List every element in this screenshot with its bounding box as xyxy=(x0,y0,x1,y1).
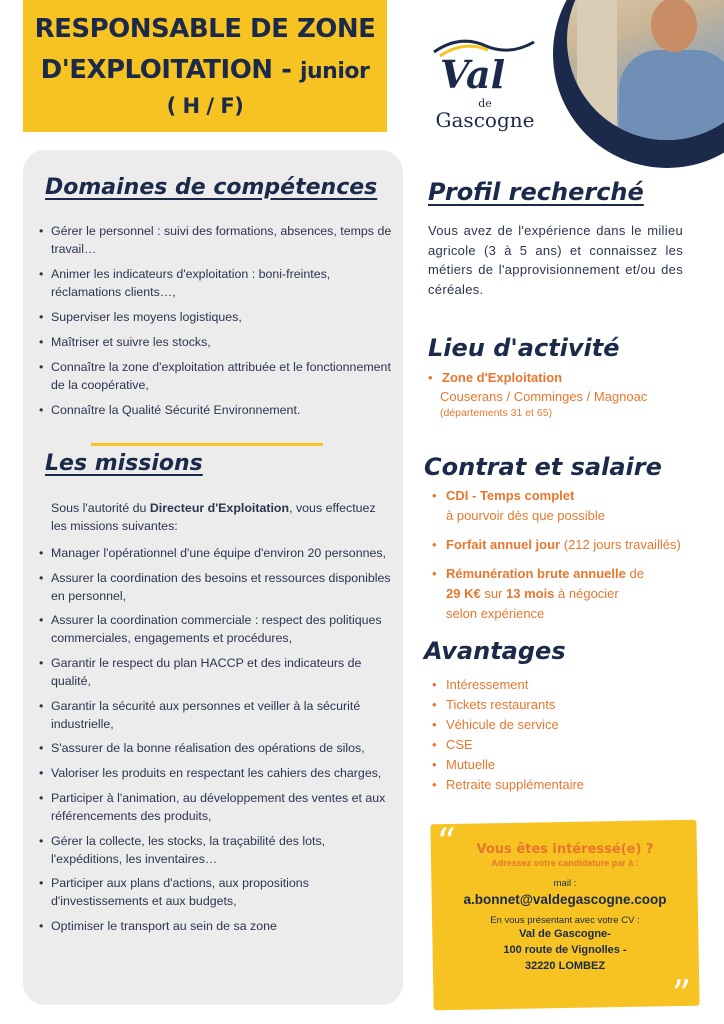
cdi-label: • CDI - Temps complet xyxy=(446,488,575,503)
remuneration-experience: selon expérience xyxy=(446,606,545,621)
person-body xyxy=(619,50,724,140)
list-item: • Gérer le personnel : suivi des formations, absences, temps de travail… xyxy=(37,222,397,258)
contrat-remuneration xyxy=(430,564,720,624)
farmer-photo xyxy=(553,0,724,168)
logo-de: de xyxy=(478,97,492,110)
list-item: • Véhicule de service xyxy=(430,715,690,735)
zone-departements: (départements 31 et 65) xyxy=(440,407,553,419)
forfait-label: Forfait annuel jour xyxy=(446,537,561,552)
list-item: • Assurer la coordination des besoins et ressources disponibles en personnel, xyxy=(37,569,397,605)
lieu-heading: Lieu d'activité xyxy=(428,334,620,362)
missions-list xyxy=(37,544,397,942)
list-item: • CSE xyxy=(430,735,690,755)
contrat-cdi xyxy=(430,486,720,526)
job-title-main: D'EXPLOITATION - xyxy=(40,55,300,85)
job-title-gender: ( H / F) xyxy=(166,94,244,118)
job-title-line2 xyxy=(23,55,387,85)
competences-heading: Domaines de compétences xyxy=(45,175,378,200)
avantages-heading: Avantages xyxy=(424,637,566,665)
list-item: • Gérer la collecte, les stocks, la traçabilité des lots, l'expéditions, les inventaires… xyxy=(37,832,397,868)
list-item: • Participer à l'animation, au développement des ventes et aux référencements des produits, xyxy=(37,789,397,825)
bullet: • xyxy=(428,370,433,385)
logo-gascogne: Gascogne xyxy=(435,108,535,132)
intro-text: Sous l'autorité du xyxy=(51,501,150,515)
list-item: • Connaître la zone d'exploitation attribuée et le fonctionnement de la coopérative, xyxy=(37,358,397,394)
list-item: • Manager l'opérationnel d'une équipe d'environ 20 personnes, xyxy=(37,544,397,562)
list-item: • Mutuelle xyxy=(430,755,690,775)
val-de-gascogne-logo xyxy=(430,30,540,130)
section-divider xyxy=(91,443,323,446)
title-banner xyxy=(23,0,387,132)
list-item: • Connaître la Qualité Sécurité Environnement. xyxy=(37,401,397,419)
cta-interested: Vous êtes intéressé(e) ? xyxy=(476,842,654,857)
silo-shape xyxy=(577,0,617,140)
forfait-days: (212 jours travaillés) xyxy=(560,537,681,552)
close-quote-icon: ” xyxy=(671,971,692,1017)
left-panel xyxy=(23,150,403,1005)
list-item: • Optimiser le transport au sein de sa zone xyxy=(37,917,397,935)
intro-text-end: , vous effectuez les missions suivantes: xyxy=(51,501,376,533)
cta-address-city: 32220 LOMBEZ xyxy=(524,960,606,972)
person-head xyxy=(651,0,697,52)
lieu-block xyxy=(428,368,708,421)
remuneration-de: de xyxy=(625,566,644,581)
list-item: • Tickets restaurants xyxy=(430,695,690,715)
job-title-line1: RESPONSABLE DE ZONE xyxy=(34,14,376,44)
remuneration-sur: sur xyxy=(480,586,506,601)
zone-label: Zone d'Exploitation xyxy=(442,370,563,385)
remuneration-negotiate: à négocier xyxy=(554,586,619,601)
cdi-availability: à pourvoir dès que possible xyxy=(446,508,605,523)
cta-mail-label: mail : xyxy=(553,878,577,889)
list-item: • Garantir le respect du plan HACCP et des indicateurs de qualité, xyxy=(37,654,397,690)
cta-address-name: Val de Gascogne- xyxy=(519,928,611,940)
list-item: • Animer les indicateurs d'exploitation : boni-freintes, réclamations clients…, xyxy=(37,265,397,301)
contrat-forfait xyxy=(430,535,720,555)
contrat-heading: Contrat et salaire xyxy=(424,453,662,481)
list-item: • Retraite supplémentaire xyxy=(430,775,690,795)
profil-heading: Profil recherché xyxy=(428,178,644,206)
remuneration-amount: 29 K€ xyxy=(446,586,481,601)
farmer-photo-image xyxy=(567,0,724,140)
list-item: • Superviser les moyens logistiques, xyxy=(37,308,397,326)
avantages-list xyxy=(430,675,690,795)
cta-send: Adressez votre candidature par à : xyxy=(491,858,639,868)
job-title-junior: junior xyxy=(299,59,370,84)
zone-names: Couserans / Comminges / Magnoac xyxy=(440,389,648,404)
intro-director: Directeur d'Exploitation xyxy=(149,501,290,515)
open-quote-icon: “ xyxy=(436,819,457,865)
remuneration-label: Rémunération brute annuelle xyxy=(446,566,626,581)
missions-intro xyxy=(51,499,381,535)
application-text xyxy=(432,842,698,974)
contrat-block xyxy=(430,486,720,633)
cta-email-link[interactable]: a.bonnet@valdegascogne.coop xyxy=(463,892,667,907)
profil-text: Vous avez de l'expérience dans le milieu agricole (3 à 5 ans) et connaissez les métiers de l'approvisionnement et/ou des céréales. xyxy=(428,223,683,297)
list-item: • Assurer la coordination commerciale : respect des politiques commerciales, engagements et procédures, xyxy=(37,611,397,647)
competences-list xyxy=(37,222,397,426)
cta-address-street: 100 route de Vignolles - xyxy=(503,944,627,956)
list-item: • S'assurer de la bonne réalisation des opérations de silos, xyxy=(37,739,397,757)
list-item: • Garantir la sécurité aux personnes et veiller à la sécurité industrielle, xyxy=(37,697,397,733)
cta-presenting: En vous présentant avec votre CV : xyxy=(490,915,640,926)
missions-heading: Les missions xyxy=(45,451,203,476)
list-item: • Valoriser les produits en respectant les cahiers des charges, xyxy=(37,764,397,782)
remuneration-months: 13 mois xyxy=(506,586,555,601)
list-item: • Participer aux plans d'actions, aux propositions d'investissements et aux budgets, xyxy=(37,874,397,910)
list-item: • Intéressement xyxy=(430,675,690,695)
list-item: • Maîtriser et suivre les stocks, xyxy=(37,333,397,351)
logo-val: Val xyxy=(440,52,506,97)
